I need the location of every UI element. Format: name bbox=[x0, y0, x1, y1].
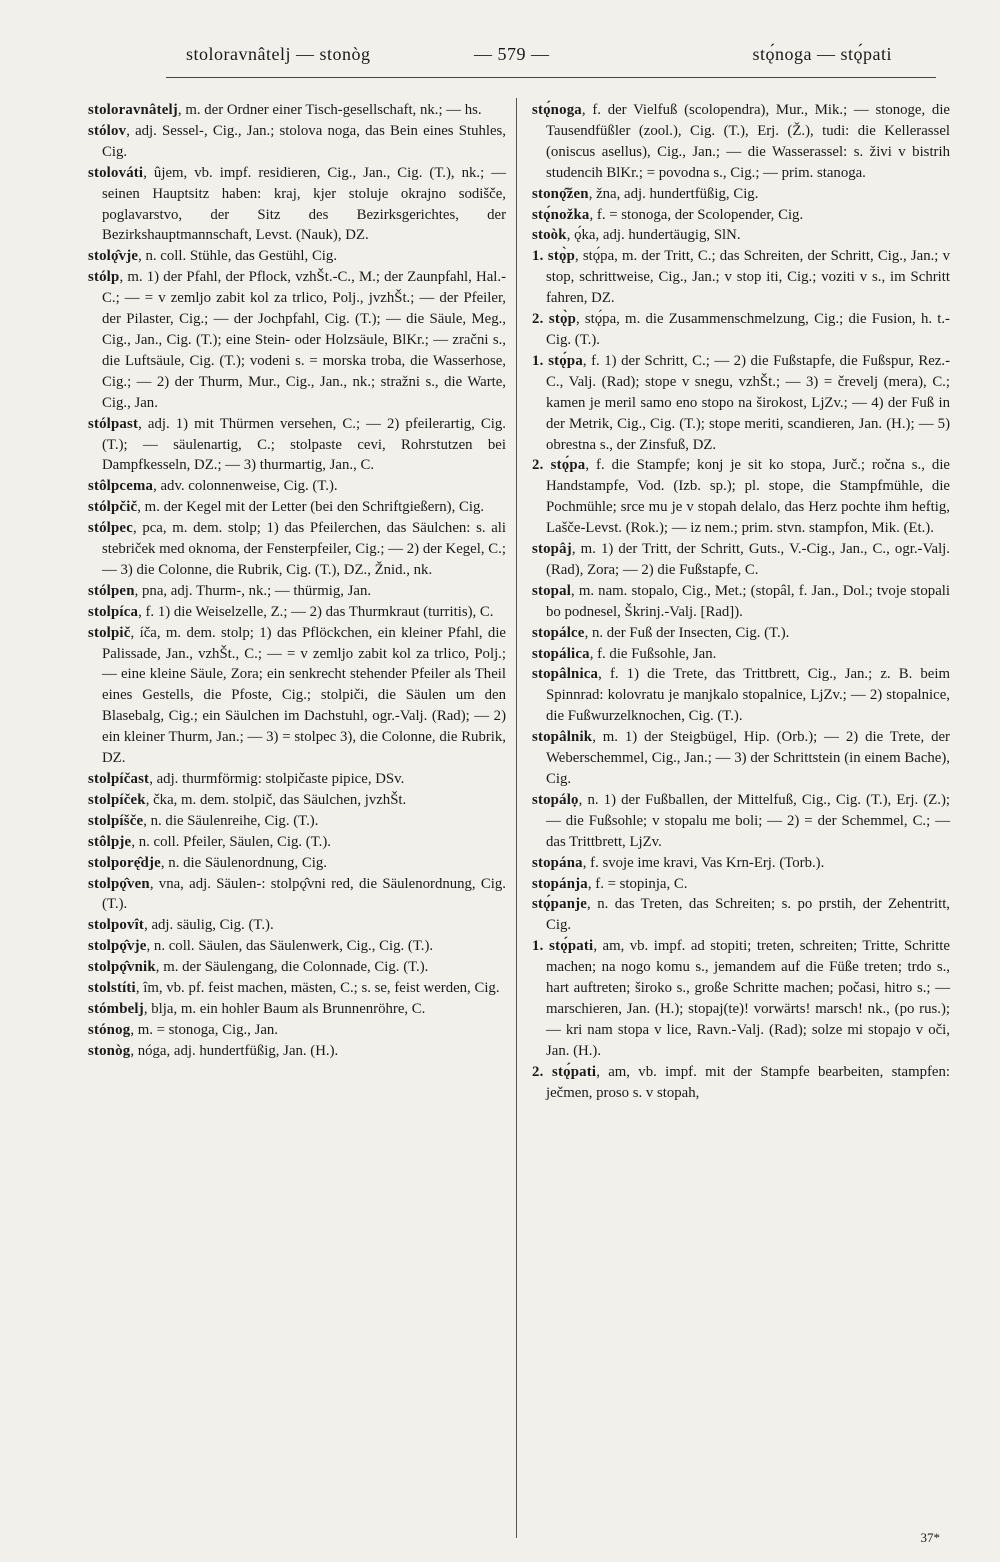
entry-definition: , m. der Säulengang, die Colonnade, Cig. (T.). bbox=[155, 959, 429, 976]
entry-headword: stoloravnâtelj bbox=[88, 102, 178, 118]
header-left-guideword: stoloravnâtelj — stonòg bbox=[186, 44, 371, 64]
dictionary-entry bbox=[88, 853, 506, 874]
entry-headword: stǫ́nožka bbox=[532, 206, 590, 223]
entry-definition: , m. 1) der Tritt, der Schritt, Guts., V.-Cig., Jan., C., ogr.-Valj. (Rad), Zora; — 2) die Fußstapfe, C. bbox=[546, 541, 950, 578]
entry-definition: , žna, adj. hundertfüßig, Cig. bbox=[588, 185, 759, 202]
entry-definition: , pna, adj. Thurm-, nk.; — thürmig, Jan. bbox=[134, 582, 372, 599]
entry-definition: , m. 1) der Pfahl, der Pflock, vzhŠt.-C., M.; der Zaunpfahl, Hal.-C.; — = v zemljo zabit kol za trlico, Polj., jvzhŠt.; — der Pfeiler, der Pilaster, Cig.; — der Jochpfahl, Cig. (T.); — die Säule, Meg., Cig., Jan., Cig. (T.); eine Stein- oder Holzsäule, BlKr.; — zračni s., die Luftsäule, Cig. (T.); vodeni s. = morska troba, die Wasserhose, Cig.; — 2) der Thurm, Mur., Cig., Jan., nk.; stražni s., die Warte, Cig., Jan. bbox=[102, 269, 506, 411]
left-column bbox=[88, 100, 506, 1062]
dictionary-entry bbox=[88, 518, 506, 581]
entry-headword: stolpíček bbox=[88, 791, 146, 808]
entry-definition: , pca, m. dem. stolp; 1) das Pfeilerchen, das Säulchen: s. ali stebriček med oknoma, der Fensterpfeiler, Cig.; — 2) der Kegel, C.; — 3) die Colonne, die Rubrik, Cig. (T.), DZ., Žnid., nk. bbox=[102, 520, 506, 578]
dictionary-entry bbox=[88, 811, 506, 832]
entry-definition: , n. coll. Säulen, das Säulenwerk, Cig., Cig. (T.). bbox=[146, 938, 434, 955]
entry-headword: stólpast bbox=[88, 415, 139, 432]
entry-headword: stolpič bbox=[88, 624, 131, 641]
dictionary-entry bbox=[532, 623, 950, 644]
entry-definition: , f. der Vielfuß (scolopendra), Mur., Mik.; — stonoge, die Tausendfüßler (zool.), Cig. (T.), Erj. (Ž.), tudi: die Kellerassel (oniscus asellus), Cig., Jan.; — die Wasserassel: s. živi v bistrih studencih BlKr.; = povodna s., Cig.; — prim. stanoga. bbox=[546, 102, 950, 181]
entry-definition: , adj. thurmförmig: stolpičaste pipice, DSv. bbox=[149, 771, 405, 787]
entry-headword: stolporę̂dje bbox=[88, 854, 161, 871]
entry-definition: , adj. 1) mit Thürmen versehen, C.; — 2) pfeilerartig, Cig. (T.); — säulenartig, C.; stolpaste cevi, Rohrstutzen bei Dampfkesseln, DZ.; — 3) thurmartig, Jan., C. bbox=[102, 415, 506, 474]
dictionary-entry bbox=[88, 497, 506, 518]
dictionary-entry bbox=[88, 832, 506, 853]
entry-definition: , f. 1) der Schritt, C.; — 2) die Fußstapfe, die Fußspur, Rez.-C., Valj. (Rad); stope v snegu, vzhŠt.; — 3) = črevelj (mera), C.; kamen je meril samo eno stopo na širokost, LjZv.; — 4) der Fuß in der Metrik, Cig., Cig. (T.); stope meriti, scandieren, Jan. (H.); — 5) obrestna s., der Zinsfuß, DZ. bbox=[546, 352, 950, 453]
dictionary-entry bbox=[88, 163, 506, 247]
entry-headword: 2. stǫ́pati bbox=[532, 1063, 597, 1080]
entry-headword: stopâlnik bbox=[532, 729, 593, 746]
dictionary-entry bbox=[532, 581, 950, 623]
dictionary-entry bbox=[532, 225, 950, 246]
dictionary-entry bbox=[532, 455, 950, 539]
entry-definition: , adv. colonnenweise, Cig. (T.). bbox=[153, 478, 338, 495]
entry-headword: stómbelj bbox=[88, 1000, 144, 1017]
dictionary-entry bbox=[88, 581, 506, 602]
header-rule bbox=[166, 77, 936, 78]
entry-headword: stopálica bbox=[532, 645, 590, 662]
dictionary-entry bbox=[88, 957, 506, 978]
dictionary-entry bbox=[88, 978, 506, 999]
dictionary-entry bbox=[532, 894, 950, 936]
entry-definition: , f. = stonoga, der Scolopender, Cig. bbox=[589, 206, 804, 223]
entry-headword: 2. stǫ̀p bbox=[532, 311, 577, 328]
column-divider bbox=[516, 98, 517, 1538]
dictionary-entry bbox=[532, 246, 950, 309]
entry-definition: , f. die Fußsohle, Jan. bbox=[589, 645, 717, 662]
entry-definition: , nóga, adj. hundertfüßig, Jan. (H.). bbox=[130, 1042, 339, 1059]
dictionary-entry bbox=[532, 727, 950, 790]
entry-definition: , am, vb. impf. ad stopiti; treten, schreiten; Tritte, Schritte machen; na nogo komu s., jemandem auf die Füße treten; trdo s., hart auftreten; široko s., große Schritte machen; počasi, hitro s.; — marschieren, Jan. (H.); stopaj(te)! vorwärts! marsch! nk., (po rus.); — kri nam stopa v lice, Ravn.-Valj. (Rad); solze mi stopajo v oči, Jan. (H.). bbox=[546, 938, 950, 1059]
dictionary-entry bbox=[88, 267, 506, 413]
entry-headword: stopálce bbox=[532, 624, 585, 641]
entry-headword: stólpčič bbox=[88, 499, 138, 516]
dictionary-entry bbox=[532, 853, 950, 874]
dictionary-entry bbox=[532, 100, 950, 184]
entry-definition: , vna, adj. Säulen-: stolpǫ̂vni red, die Säulenordnung, Cig. (T.). bbox=[102, 875, 506, 913]
dictionary-entry bbox=[88, 769, 506, 790]
dictionary-entry bbox=[88, 121, 506, 163]
entry-headword: stólpec bbox=[88, 520, 133, 537]
entry-headword: stopâlnica bbox=[532, 666, 599, 683]
dictionary-entry bbox=[532, 205, 950, 226]
entry-headword: stopâj bbox=[532, 541, 572, 558]
entry-headword: stolpíca bbox=[88, 603, 139, 620]
dictionary-entry bbox=[532, 644, 950, 665]
entry-definition: , n. coll. Pfeiler, Säulen, Cig. (T.). bbox=[131, 833, 331, 850]
entry-definition: , f. = stopinja, C. bbox=[587, 875, 688, 892]
entry-definition: , m. = stonoga, Cig., Jan. bbox=[130, 1021, 278, 1038]
entry-headword: 1. stǫ́pati bbox=[532, 938, 594, 955]
dictionary-entry bbox=[88, 1020, 506, 1041]
entry-headword: stopána bbox=[532, 854, 583, 871]
entry-definition: , stǫ́pa, m. die Zusammenschmelzung, Cig.; die Fusion, h. t.-Cig. (T.). bbox=[546, 311, 950, 348]
entry-definition: , am, vb. impf. mit der Stampfe bearbeiten, stampfen: ječmen, proso s. v stopah, bbox=[546, 1063, 950, 1101]
page-number: — 579 — bbox=[474, 44, 550, 64]
entry-definition: , n. die Säulenordnung, Cig. bbox=[160, 854, 327, 871]
entry-headword: stolstíti bbox=[88, 980, 136, 997]
entry-definition: , f. svoje ime kravi, Vas Krn-Erj. (Torb.). bbox=[582, 854, 825, 871]
entry-headword: stopal bbox=[532, 582, 572, 599]
entry-headword: stólov bbox=[88, 122, 127, 139]
entry-headword: stôlpcema bbox=[88, 478, 154, 495]
entry-headword: stolováti bbox=[88, 164, 144, 181]
dictionary-entry bbox=[88, 999, 506, 1020]
entry-definition: , n. der Fuß der Insecten, Cig. (T.). bbox=[584, 624, 790, 641]
dictionary-entry bbox=[88, 414, 506, 477]
entry-headword: 1. stǫ́pa bbox=[532, 352, 583, 369]
right-column bbox=[532, 100, 950, 1104]
entry-definition: , stǫ́pa, m. der Tritt, C.; das Schreiten, der Schritt, Cig., Jan.; v stop, schrittweise, Cig., Jan.; v stop iti, Cig.; voziti v s., im Schritt fahren, DZ. bbox=[546, 248, 951, 307]
entry-definition: , m. nam. stopalo, Cig., Met.; (stopâl, f. Jan., Dol.; tvoje stopali bo podnesel, Škrinj.-Valj. [Rad]). bbox=[546, 582, 950, 620]
entry-headword: stolǫ̂vje bbox=[88, 248, 139, 265]
entry-headword: stolpǫ̂vnik bbox=[88, 959, 156, 976]
entry-headword: stopálọ bbox=[532, 791, 579, 808]
entry-headword: 1. stǫ̀p bbox=[532, 248, 576, 265]
entry-definition: , čka, m. dem. stolpič, das Säulchen, jvzhŠt. bbox=[145, 791, 407, 808]
entry-definition: , ǫ́ka, adj. hundertäugig, SlN. bbox=[566, 227, 741, 244]
dictionary-entry bbox=[88, 936, 506, 957]
dictionary-entry bbox=[532, 874, 950, 895]
entry-headword: stonòg bbox=[88, 1042, 131, 1059]
dictionary-entry bbox=[88, 623, 506, 769]
dictionary-entry bbox=[532, 1062, 950, 1104]
dictionary-entry bbox=[532, 539, 950, 581]
entry-headword: stopánja bbox=[532, 875, 588, 892]
entry-headword: stolpovît bbox=[88, 917, 145, 934]
entry-headword: stólpen bbox=[88, 582, 135, 599]
entry-headword: stolpǫ̂ven bbox=[88, 875, 150, 892]
dictionary-entry bbox=[532, 309, 950, 351]
dictionary-entry bbox=[532, 351, 950, 456]
entry-definition: , f. 1) die Trete, das Trittbrett, Cig., Jan.; z. B. beim Spinnrad: kolovratu je manjkalo stopalnice, LjZv.; — 2) stopalnice, die Fußwurzelknochen, Cig. (T.). bbox=[546, 666, 950, 725]
entry-headword: stoòk bbox=[532, 227, 567, 244]
printer-signature: 37* bbox=[920, 1530, 940, 1545]
dictionary-entry bbox=[532, 790, 950, 853]
dictionary-entry bbox=[88, 1041, 506, 1062]
dictionary-entry bbox=[88, 915, 506, 936]
dictionary-entry bbox=[532, 936, 950, 1061]
entry-definition: , îm, vb. pf. feist machen, mästen, C.; s. se, feist werden, Cig. bbox=[135, 980, 500, 997]
dictionary-entry bbox=[88, 476, 506, 497]
entry-headword: stónog bbox=[88, 1021, 131, 1038]
entry-definition: , íča, m. dem. stolp; 1) das Pflöckchen, ein kleiner Pfahl, die Palissade, Jan., vzhŠt., C.; — = v zemljo zabit kol za trlico, Polj.; — eine kleine Säule, Zora; ein senkrecht stehender Pfeiler als Theil eines Gestells, die Pfoste, Cig.; stolpiči, die Säulen um den Blasebalg, Cig.; ein Säulchen im Dachstuhl, ogr.-Valj. (Rad); — 2) ein kleiner Thurm, Jan.; — 3) = stolpec 3), die Colonne, die Rubrik, DZ. bbox=[102, 624, 506, 767]
dictionary-entry bbox=[88, 100, 506, 121]
entry-definition: , f. 1) die Weiselzelle, Z.; — 2) das Thurmkraut (turritis), C. bbox=[138, 603, 494, 620]
entry-headword: stonǫ̂žen bbox=[532, 185, 589, 202]
entry-headword: stolpǫ̂vje bbox=[88, 938, 147, 955]
entry-headword: stǫ́panje bbox=[532, 896, 588, 913]
entry-headword: stôlpje bbox=[88, 833, 132, 850]
entry-headword: 2. stǫ́pa bbox=[532, 457, 586, 474]
entry-definition: , n. die Säulenreihe, Cig. (T.). bbox=[143, 812, 319, 829]
entry-headword: stǫ́noga bbox=[532, 102, 582, 118]
entry-headword: stólp bbox=[88, 269, 120, 286]
entry-definition: , adj. säulig, Cig. (T.). bbox=[144, 917, 274, 934]
running-header bbox=[156, 44, 904, 74]
entry-definition: , m. 1) der Steigbügel, Hip. (Orb.); — 2) die Trete, der Weberschemmel, Cig., Jan.; — 3) der Schrittstein (in einem Bache), Cig. bbox=[546, 729, 950, 787]
entry-definition: , m. der Kegel mit der Letter (bei den Schriftgießern), Cig. bbox=[137, 499, 485, 516]
entry-headword: stolpíčast bbox=[88, 771, 150, 787]
dictionary-entry bbox=[532, 184, 950, 205]
entry-headword: stolpíšče bbox=[88, 812, 144, 829]
dictionary-entry bbox=[88, 602, 506, 623]
dictionary-entry bbox=[88, 790, 506, 811]
entry-definition: , n. 1) der Fußballen, der Mittelfuß, Cig., Cig. (T.), Erj. (Z.); — die Fußsohle; v stopalu me boli; — 2) = der Schemmel, C.; — das Trittbrett, LjZv. bbox=[546, 791, 950, 850]
entry-definition: , blja, m. ein hohler Baum als Brunnenröhre, C. bbox=[143, 1000, 426, 1017]
header-right-guideword: stǫ́noga — stǫ́pati bbox=[752, 44, 892, 64]
entry-definition: , n. coll. Stühle, das Gestühl, Cig. bbox=[138, 248, 338, 265]
dictionary-entry bbox=[532, 664, 950, 727]
entry-definition: , adj. Sessel-, Cig., Jan.; stolova noga, das Bein eines Stuhles, Cig. bbox=[102, 122, 506, 160]
dictionary-entry bbox=[88, 246, 506, 267]
entry-definition: , f. die Stampfe; konj je sit ko stopa, Jurč.; ročna s., die Handstampfe, Vod. (Izb. sp.); pl. stope, die Stampfmühle, die Pochmühle; srce mu je v stopah delalo, das Herz pochte ihm heftig, Lašče-Levst. (Rok.); — iz nem.; prim. stvn. stampfon, Mik. (Et.). bbox=[546, 457, 951, 537]
entry-definition: , ûjem, vb. impf. residieren, Cig., Jan., Cig. (T.), nk.; — seinen Hauptsitz haben: kraj, kjer stoluje okrajno sodišče, poglavarstvo, der Sitz des Bezirksgerichtes, der Bezirkshauptmannschaft, Levst. (Nauk), DZ. bbox=[102, 164, 506, 244]
entry-definition: , m. der Ordner einer Tisch-gesellschaft, nk.; — hs. bbox=[177, 102, 482, 118]
dictionary-entry bbox=[88, 874, 506, 916]
entry-definition: , n. das Treten, das Schreiten; s. po prstih, der Zehentritt, Cig. bbox=[546, 896, 950, 934]
